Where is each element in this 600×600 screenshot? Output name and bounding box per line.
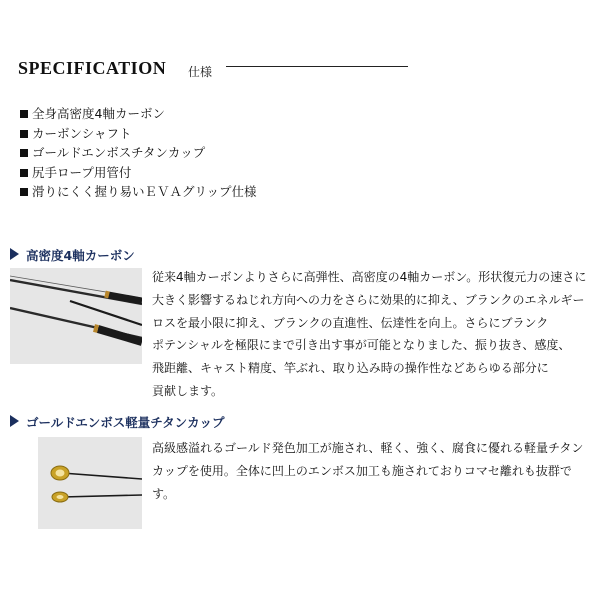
- spec-item-text: 全身高密度4軸カーボン: [32, 106, 165, 121]
- spec-item-text: 尻手ロープ用管付: [32, 164, 132, 180]
- spec-list-item: [20, 163, 257, 183]
- spec-header: [18, 58, 398, 84]
- spec-divider: [226, 66, 408, 67]
- square-bullet-icon: [20, 188, 28, 196]
- spec-list-item: [20, 182, 257, 202]
- square-bullet-icon: [20, 149, 28, 157]
- body-line: 従来4軸カーボンよりさらに高弾性、高密度の4軸カーボン。形状復元力の速さに: [152, 270, 587, 284]
- spec-list: [20, 104, 257, 202]
- body-line: ポテンシャルを極限にまで引き出す事が可能となりました、振り抜き、感度、: [152, 338, 571, 353]
- rod-blank-photo: [10, 268, 142, 364]
- section-heading-text: 高密度4軸カーボン: [26, 248, 135, 263]
- body-line: ロスを最小限に抑え、ブランクの直進性、伝達性を向上。さらにブランク: [152, 315, 549, 330]
- triangle-bullet-icon: [10, 415, 19, 427]
- body-line: カップを使用。全体に凹上のエンボス加工も施されておりコマセ離れも抜群です。: [152, 463, 572, 501]
- spec-item-text: ゴールドエンボスチタンカップ: [32, 145, 206, 160]
- body-line: 貢献します。: [152, 383, 224, 398]
- body-line: 飛距離、キャスト精度、竿ぶれ、取り込み時の操作性などあらゆる部分に: [152, 361, 549, 376]
- square-bullet-icon: [20, 169, 28, 177]
- section-body-carbon: [152, 266, 592, 403]
- body-line: 大きく影響するねじれ方向への力をさらに効果的に抑え、ブランクのエネルギー: [152, 292, 585, 307]
- square-bullet-icon: [20, 110, 28, 118]
- titanium-cup-illustration: [38, 437, 142, 529]
- section-heading-text: ゴールドエンボス軽量チタンカップ: [26, 415, 225, 430]
- spec-title: SPECIFICATION: [18, 58, 167, 78]
- titanium-cup-photo: [38, 437, 142, 529]
- spec-subtitle: 仕様: [188, 65, 213, 79]
- spec-list-item: [20, 143, 257, 163]
- triangle-bullet-icon: [10, 248, 19, 260]
- spec-list-item: [20, 124, 257, 144]
- square-bullet-icon: [20, 130, 28, 138]
- section-body-cup: [152, 437, 592, 505]
- spec-item-text: カーボンシャフト: [32, 125, 132, 141]
- body-line: 高級感溢れるゴールド発色加工が施され、軽く、強く、腐食に優れる軽量チタン: [152, 441, 584, 455]
- spec-list-item: [20, 104, 257, 124]
- rod-blank-illustration: [10, 268, 142, 364]
- spec-item-text: 滑りにくく握り易いＥＶＡグリップ仕様: [32, 184, 257, 199]
